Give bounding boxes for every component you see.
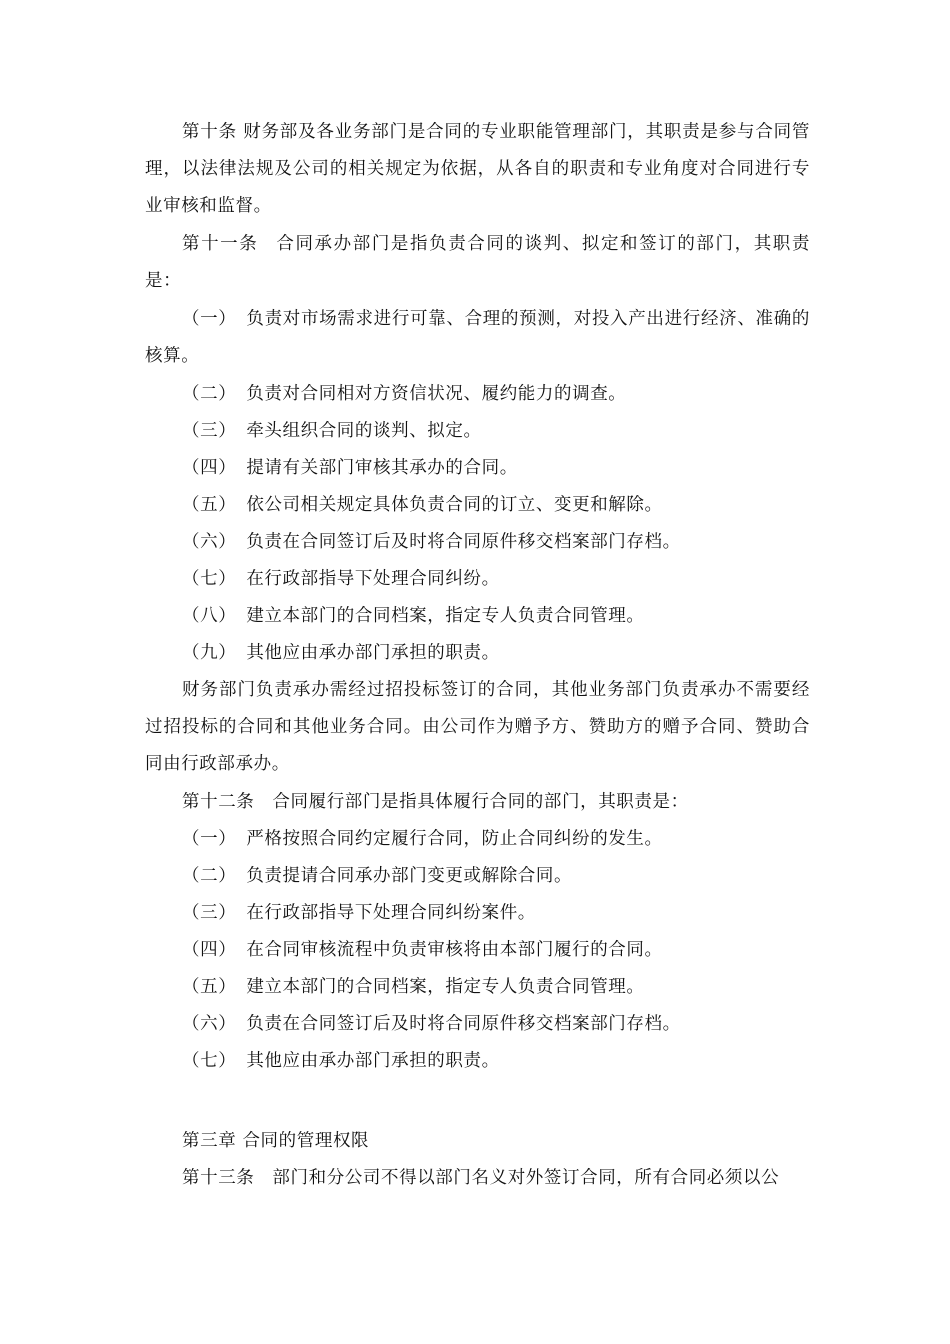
- item-text: 在行政部指导下处理合同纠纷。: [246, 569, 500, 589]
- article-11-paragraph: [145, 226, 810, 300]
- item-text: 负责对合同相对方资信状况、履约能力的调查。: [246, 384, 627, 404]
- item-text: 提请有关部门审核其承办的合同。: [246, 458, 518, 478]
- article-13-heading: 第十三条: [182, 1168, 255, 1188]
- item-number: （七）: [182, 1051, 237, 1071]
- article-11-note: 财务部门负责承办需经过招投标签订的合同，其他业务部门负责承办不需要经过招投标的合同和其他业务合同。由公司作为赠予方、赞助方的赠予合同、赞助合同由行政部承办。: [145, 680, 810, 774]
- item-number: （四）: [182, 458, 237, 478]
- article-12-item-7: [145, 1043, 810, 1080]
- article-12-item-2: [145, 858, 810, 895]
- article-11-text: 合同承办部门是指负责合同的谈判、拟定和签订的部门，其职责是：: [145, 234, 810, 291]
- item-number: （五）: [182, 977, 237, 997]
- item-number: （六）: [182, 532, 237, 552]
- article-11-item-8: [145, 598, 810, 635]
- article-11-item-1: [145, 301, 810, 375]
- item-number: （六）: [182, 1014, 237, 1034]
- article-11-item-3: [145, 413, 810, 450]
- item-text: 负责对市场需求进行可靠、合理的预测，对投入产出进行经济、准确的核算。: [145, 309, 810, 366]
- item-text: 在行政部指导下处理合同纠纷案件。: [246, 903, 536, 923]
- item-text: 负责在合同签订后及时将合同原件移交档案部门存档。: [246, 532, 681, 552]
- item-text: 依公司相关规定具体负责合同的订立、变更和解除。: [246, 495, 663, 515]
- article-11-item-4: [145, 450, 810, 487]
- article-12-paragraph: [145, 784, 810, 821]
- article-11-heading: 第十一条: [182, 234, 259, 254]
- item-text: 严格按照合同约定履行合同，防止合同纠纷的发生。: [246, 829, 663, 849]
- article-13-text: 部门和分公司不得以部门名义对外签订合同，所有合同必须以公: [272, 1168, 780, 1188]
- item-text: 其他应由承办部门承担的职责。: [246, 643, 500, 663]
- item-number: （三）: [182, 421, 237, 441]
- item-text: 负责在合同签订后及时将合同原件移交档案部门存档。: [246, 1014, 681, 1034]
- item-text: 建立本部门的合同档案，指定专人负责合同管理。: [246, 606, 645, 626]
- item-number: （四）: [182, 940, 237, 960]
- item-number: （五）: [182, 495, 237, 515]
- article-11-item-6: [145, 524, 810, 561]
- item-text: 负责提请合同承办部门变更或解除合同。: [246, 866, 573, 886]
- article-13-paragraph: [145, 1160, 810, 1197]
- article-11-item-9: [145, 635, 810, 672]
- item-number: （二）: [182, 384, 237, 404]
- article-11-item-7: [145, 561, 810, 598]
- item-number: （八）: [182, 606, 237, 626]
- article-10-text: 第十条 财务部及各业务部门是合同的专业职能管理部门，其职责是参与合同管理，以法律法规及公司的相关规定为依据，从各自的职责和专业角度对合同进行专业审核和监督。: [145, 122, 810, 216]
- item-number: （七）: [182, 569, 237, 589]
- item-text: 在合同审核流程中负责审核将由本部门履行的合同。: [246, 940, 663, 960]
- article-12-item-3: [145, 895, 810, 932]
- item-text: 其他应由承办部门承担的职责。: [246, 1051, 500, 1071]
- item-number: （二）: [182, 866, 237, 886]
- article-11-item-5: [145, 487, 810, 524]
- chapter-3-title: 第三章 合同的管理权限: [182, 1131, 370, 1151]
- item-text: 牵头组织合同的谈判、拟定。: [246, 421, 482, 441]
- article-11-item-2: [145, 376, 810, 413]
- item-number: （三）: [182, 903, 237, 923]
- article-12-item-6: [145, 1006, 810, 1043]
- article-11-note-paragraph: [145, 672, 810, 783]
- item-number: （一）: [182, 829, 237, 849]
- article-12-heading: 第十二条: [182, 792, 255, 812]
- item-number: （九）: [182, 643, 237, 663]
- item-number: （一）: [182, 309, 237, 329]
- article-12-item-4: [145, 932, 810, 969]
- article-12-item-5: [145, 969, 810, 1006]
- article-12-item-1: [145, 821, 810, 858]
- article-12-text: 合同履行部门是指具体履行合同的部门，其职责是：: [272, 792, 689, 812]
- item-text: 建立本部门的合同档案，指定专人负责合同管理。: [246, 977, 645, 997]
- article-10-paragraph: [145, 114, 810, 225]
